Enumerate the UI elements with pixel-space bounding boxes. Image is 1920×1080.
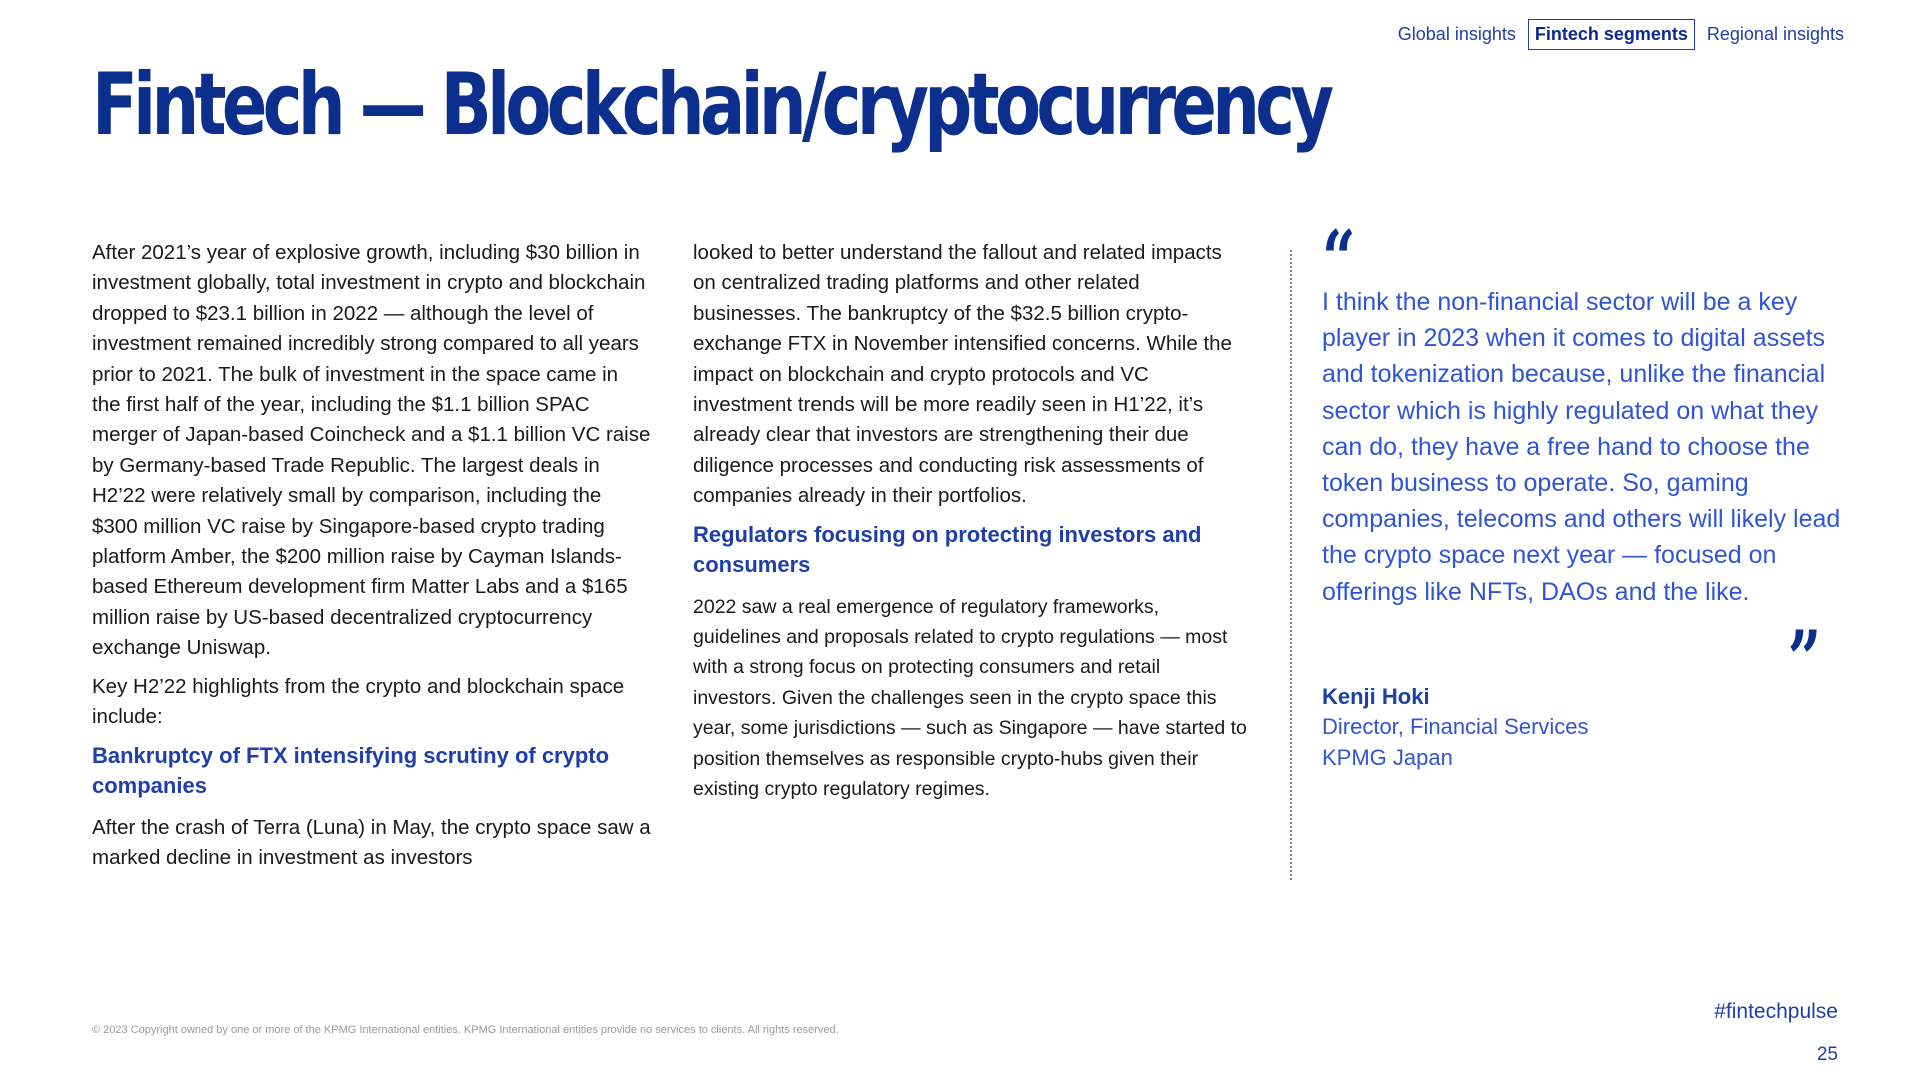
copyright-notice: © 2023 Copyright owned by one or more of the KPMG International entities. KPMG International entities provide no services to clients. All rights reserved. [92,1024,839,1036]
attribution-role: Director, Financial Services [1322,714,1589,740]
quote-attribution [1322,682,1589,773]
quote-panel [1322,214,1842,610]
hashtag: #fintechpulse [1714,1000,1838,1023]
body-column-1 [92,238,652,881]
regulators-subheading: Regulators focusing on protecting investors and consumers [693,521,1202,577]
highlights-intro-paragraph: Key H2’22 highlights from the crypto and blockchain space include: [92,674,625,729]
page-number: 25 [1816,1044,1838,1065]
open-quote-icon: “ [1322,214,1356,305]
attribution-name: Kenji Hoki [1322,684,1430,709]
intro-paragraph: After 2021’s year of explosive growth, including $30 billion in investment globally, total investment in crypto and blockchain dropped to $23.1 billion in 2022 — although the level of investment remained incredibly strong compared to all years prior to 2021. The bulk of investment in the space came in the first half of the year, including the $1.1 billion SPAC merger of Japan-based Coincheck and a $1.1 billion VC raise by Germany-based Trade Republic. The largest deals in H2’22 were relatively small by comparison, including the $300 million VC raise by Singapore-based crypto trading platform Amber, the $200 million raise by Cayman Islands-based Ethereum development firm Matter Labs and a $165 million raise by US-based decentralized cryptocurrency exchange Uniswap. [92,241,651,660]
close-quote-icon: ” [1787,614,1822,705]
ftx-subheading: Bankruptcy of FTX intensifying scrutiny of crypto companies [92,742,610,798]
nav-regional-insights[interactable]: Regional insights [1706,24,1844,44]
nav-fintech-segments[interactable]: Fintech segments [1528,19,1695,50]
section-navigation [1392,19,1850,50]
fallout-paragraph: looked to better understand the fallout and related impacts on centralized trading platforms and other related businesses. The bankruptcy of the $32.5 billion crypto-exchange FTX in November intensified concerns. While the impact on blockchain and crypto protocols and VC investment trends will be more readily seen in H1’22, it’s already clear that investors are strengthening their due diligence processes and conducting risk assessments of companies already in their portfolios. [693,241,1232,508]
page-title: Fintech — Blockchain/cryptocurrency [92,55,1330,155]
nav-global-insights[interactable]: Global insights [1397,24,1516,44]
attribution-org: KPMG Japan [1322,744,1453,770]
quote-text: I think the non-financial sector will be a key player in 2023 when it comes to digital assets and tokenization because, unlike the financial sector which is highly regulated on what they can do, they have a free hand to choose the token business to operate. So, gaming companies, telecoms and others will likely lead the crypto space next year — focused on offerings like NFTs, DAOs and the like. [1322,288,1841,606]
regulation-paragraph: 2022 saw a real emergence of regulatory frameworks, guidelines and proposals related to crypto regulations — most with a strong focus on protecting consumers and retail investors. Given the challenges seen in the crypto space this year, some jurisdictions — such as Singapore — have started to position themselves as responsible crypto-hubs given their existing crypto regulatory regimes. [693,595,1247,801]
column-divider [1290,250,1292,880]
body-column-2 [693,238,1248,813]
terra-paragraph: After the crash of Terra (Luna) in May, the crypto space saw a marked decline in investment as investors [92,815,651,869]
